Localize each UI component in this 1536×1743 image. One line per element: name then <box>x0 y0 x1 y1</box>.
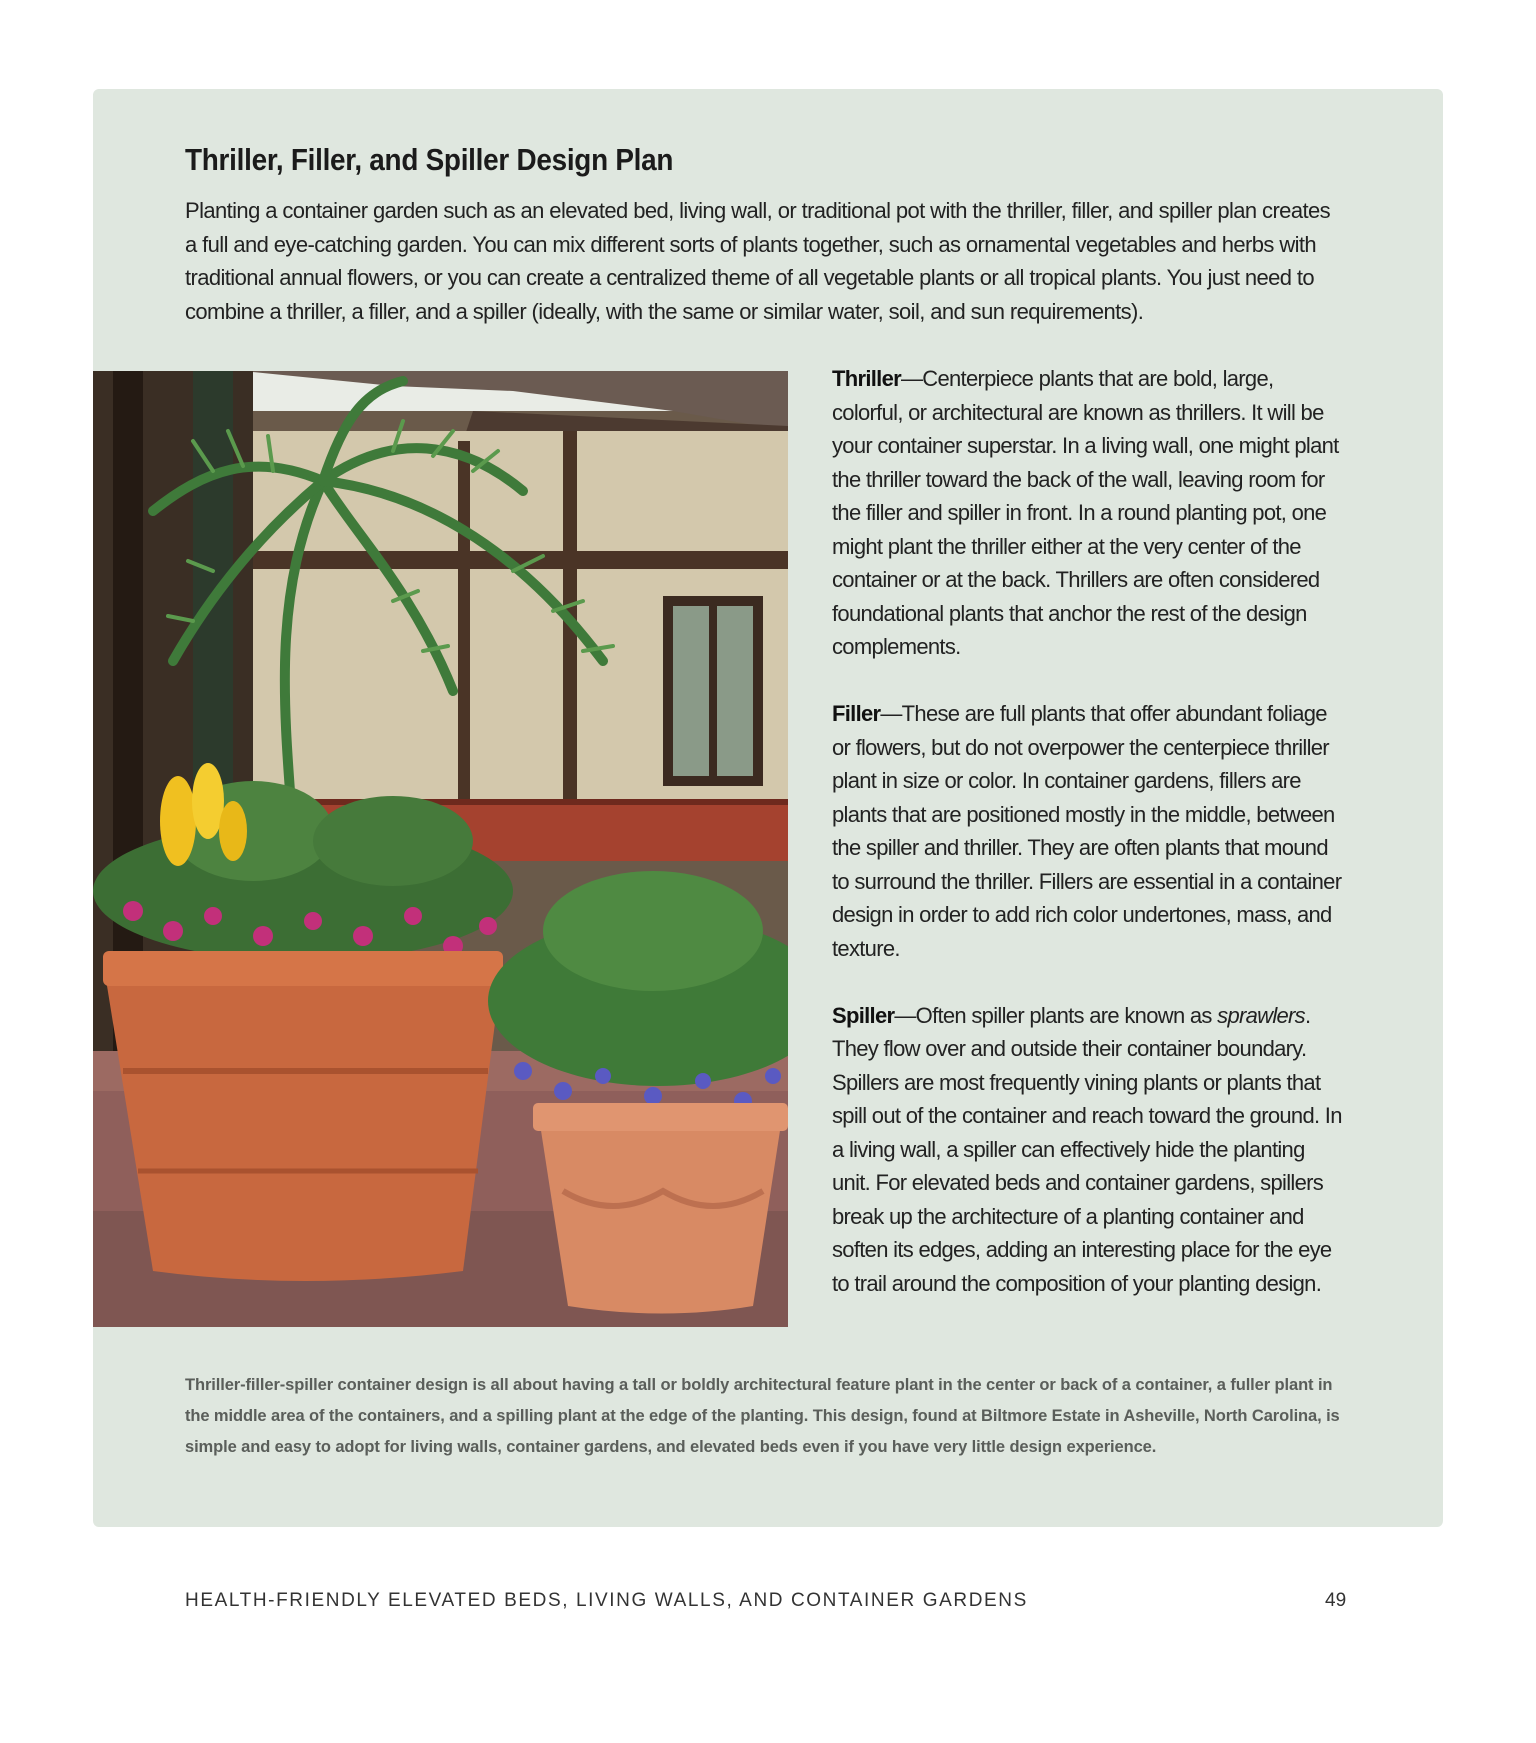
page-number: 49 <box>1325 1590 1347 1611</box>
emphasis-sprawlers: sprawlers <box>1217 1002 1305 1028</box>
definition-text: . They flow over and outside their container boundary. Spillers are most frequently vining plants or plants that spill out of the container and reach toward the ground. In a living wall, a spiller can effectively hide the planting unit. For elevated beds and container gardens, spillers break up the architecture of a planting container and soften its edges, adding an interesting place for the eye to trail around the composition of your planting design. <box>832 1002 1342 1296</box>
definition-spiller <box>832 999 1342 1301</box>
intro-paragraph: Planting a container garden such as an elevated bed, living wall, or traditional pot with the thriller, filler, and spiller plan creates a full and eye-catching garden. You can mix different sorts of plants together, such as ornamental vegetables and herbs with traditional annual flowers, or you can create a centralized theme of all vegetable plants or all tropical plants. You just need to combine a thriller, a filler, and a spiller (ideally, with the same or similar water, soil, and sun requirements). <box>185 198 1330 324</box>
section-title: Thriller, Filler, and Spiller Design Plan <box>185 142 674 177</box>
term-thriller: Thriller <box>832 366 901 391</box>
term-spiller: Spiller <box>832 1002 895 1028</box>
definition-filler <box>832 697 1342 965</box>
definition-text: —These are full plants that offer abundant foliage or flowers, but do not overpower the centerpiece thriller plant in size or color. In container gardens, fillers are plants that are positioned mostly in the middle, between the spiller and thriller. They are often plants that mound to surround the thriller. Fillers are essential in a container design in order to add rich color undertones, mass, and texture. <box>832 701 1342 961</box>
definitions-column <box>832 362 1342 1334</box>
definition-thriller <box>832 362 1342 664</box>
garden-photo <box>93 371 788 1327</box>
definition-text: —Centerpiece plants that are bold, large, colorful, or architectural are known as thrillers. It will be your container superstar. In a living wall, one might plant the thriller toward the back of the wall, leaving room for the filler and spiller in front. In a round planting pot, one might plant the thriller either at the very center of the container or at the back. Thrillers are often considered foundational plants that anchor the rest of the design complements. <box>832 366 1339 659</box>
term-filler: Filler <box>832 701 881 726</box>
definition-text: —Often spiller plants are known as <box>894 1002 1218 1028</box>
running-footer-title: HEALTH-FRIENDLY ELEVATED BEDS, LIVING WALLS, AND CONTAINER GARDENS <box>185 1590 1028 1611</box>
photo-caption: Thriller-filler-spiller container design is all about having a tall or boldly architectural feature plant in the center or back of a container, a fuller plant in the middle area of the containers, and a spilling plant at the edge of the planting. This design, found at Biltmore Estate in Asheville, North Carolina, is simple and easy to adopt for living walls, container gardens, and elevated beds even if you have very little design experience. <box>185 1376 1340 1456</box>
